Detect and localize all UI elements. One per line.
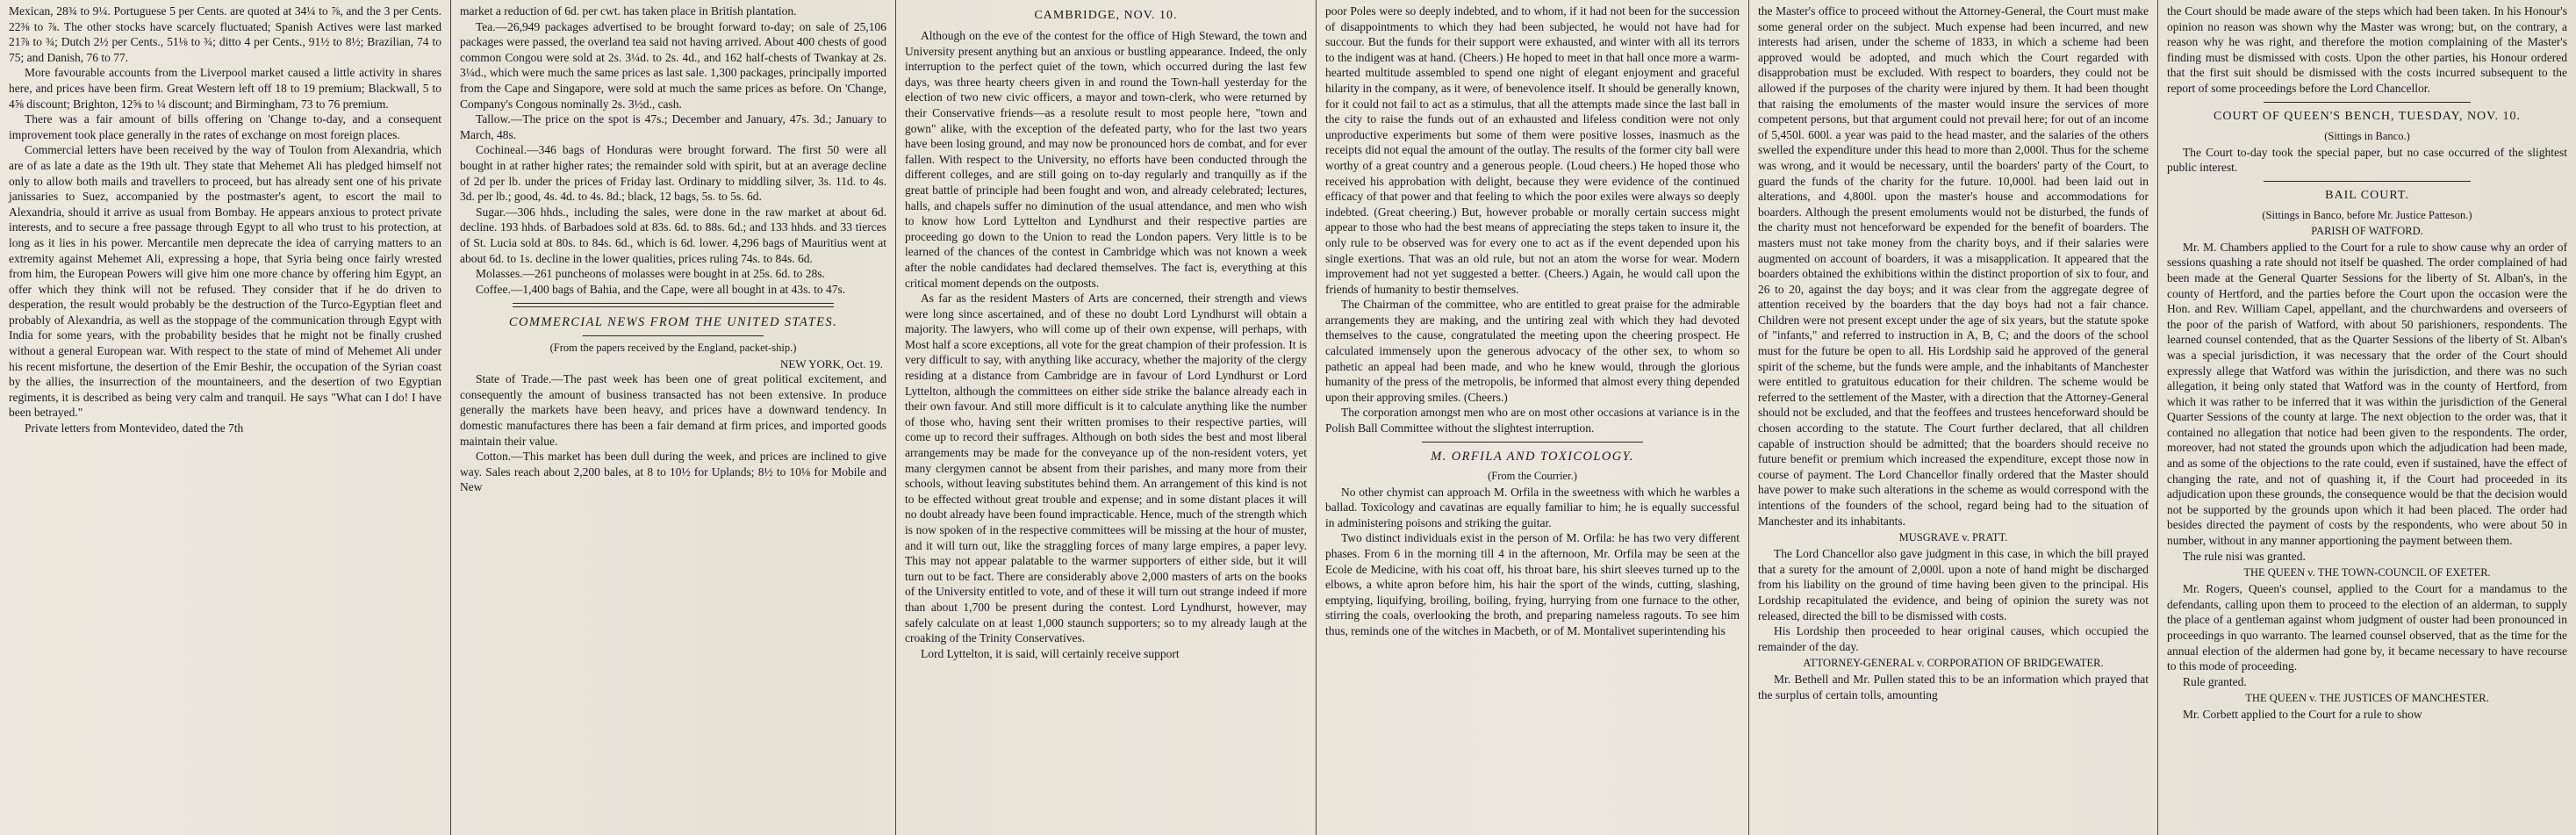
article-paragraph: the Master's office to proceed without the Attorney-General, the Court must make some general order on the subject. Much expense had been incurred, and new interests had arisen, under the scheme of 1833, in which a scheme had been approved would be adopted, and much which the Court regarded with disapprobation must be excluded. With respect to boarders, they could not be allowed if the purposes of the charity were injured by them. It had been thought that raising the emoluments of the master would insure the services of more competent persons, but that argument could not prevail here; for out of an income of 5,450l. 600l. a year was paid to the head master, and the salaries of the others swelled the expenditure under this head to more than 2,000l. Thus for the scheme was wrong, and it would be necessary, until the boarders' party of the Court, to guard the funds of the charity for the future. 10,000l. had been laid out in alterations, and 4,800l. upon the master's house and accommodations for boarders. Although the present emoluments would not be disturbed, the funds of the charity must not henceforward be expended for the benefit of boarders. The masters must not take money from the charity boys, and if their salaries were augmented on account of boarders, it was a misapplication. It appeared that the boarders obtained the exhibitions within the distinct proportion of six to four, and 26 to 20, against the day boys; and it was clear from the aggregate degree of attention received by the boarders that the day boys had not a fair chance. Children were not present except under the age of six years, but the statute spoke of "infants," and referred to instruction in A, B, C; and the doors of the school must for the future be open to all. His Lordship said he approved of the general spirit of the scheme, but the funds were ample, and the inhabitants of Manchester were entitled to gratuitous education for their children. The scheme would be referred to the settlement of the Master, with a direction that the Attorney-General should not be excluded, and that the feoffees and trustees henceforward should be chosen according to the statute. The Court further declared, that all children capable of instruction should be admitted; that the boarders should receive no future benefit or premium which increased the expenditure, except those now in course of payment. The Lord Chancellor finally ordered that the Master should have power to make such alterations in the scheme as would correspond with the intentions of the founders of the school, regard being had to the situation of Manchester and its inhabitants.: [1758, 4, 2149, 528]
article-paragraph: The corporation amongst men who are on most other occasions at variance is in the Polish Ball Committee without the slightest interruption.: [1325, 406, 1740, 435]
article-paragraph: Although on the eve of the contest for the office of High Steward, the town and University present anything but an anxious or bustling appearance. Indeed, the only interruption to the perfect quiet of the town, which occurred during the last few days, was three hearty cheers given in and round the Town-hall yesterday for the election of two new civic officers, a mayor and town-clerk, who were returned by their Conservative friends—as a resolute result to most people here, "town and gown" alike, with the exception of the defeated party, who for the last two years have been losing ground, and may now be pronounced hors de combat, and for ever fallen. With respect to the University, no efforts have been conducted through the different colleges, and are still going on to-day regularly and tranquilly as if the great battle of principle had been fought and won, and already celebrated; lectures, halls, and chapels suffer no diminution of the usual attendance, and men who wish to know how Lord Lyttelton and Lyndhurst and their respective parties are proceeding go down to the Union to read the London papers. Very little is to be learned of the chances of the contest in Cambridge which was not known a week after the noble candidates had declared themselves. The fact is, everything at this critical moment depends on the outposts.: [905, 29, 1307, 290]
subheading: (From the papers received by the England, packet-ship.): [549, 342, 797, 355]
article-paragraph: The Court to-day took the special paper, but no case occurred of the slightest public interest.: [2167, 145, 2567, 175]
article-paragraph: Commercial letters have been received by the way of Toulon from Alexandria, which are of as late a date as the 19th ult. They state that Mehemet Ali has pledged himself not only to allow both mails and travellers to proceed, but has already sent one of his private janissaries to Suez, accompanied by the postmaster's agent, to escort the mail to Alexandria, should it arrive as usual from Bombay. He appears anxious to protect private interests, and to secure a free passage through Egypt to all who trust to his protection, at long as it lies in his power. Mercantile men deprecate the idea of carrying matters to an extremity against Mehemet Ali, expressing a hope, that Syria being once fairly wrested from him, the European Powers will give him one more chance by offering him Egypt, an offer which they think will not be refused. They consider that if he do driven to desperation, the result would probably be the destruction of the Turco-Egyptian fleet and probably of Alexandria, as well as the stoppage of the communication through Egypt with India for some years, with the probability besides that he might not be finally crushed without a general European war. With respect to the state of mind of Mehemet Ali under his recent misfortune, the desertion of the Emir Beshir, the occupation of the Syrian coast by the allies, the insurrection of the mountaineers, and the desertion of two Egyptian regiments, it is described as being very calm and tranquil. He says "What can I do! I have been betrayed.": [9, 143, 441, 420]
section-heading: CAMBRIDGE, NOV. 10.: [1034, 9, 1178, 22]
article-paragraph: Private letters from Montevideo, dated the 7th: [25, 421, 244, 435]
double-rule-divider: [513, 303, 834, 307]
short-rule-divider: [583, 335, 764, 336]
article-paragraph: Two distinct individuals exist in the person of M. Orfila: he has two very different phases. From 6 in the morning till 4 in the afternoon, Mr. Orfila may be seen at the Ecole de Medicine, with his coat off, his throat bare, his shirt sleeves turned up to the elbows, a white apron before him, his hair the sport of the winds, cutting, slashing, emptying, liquifying, broiling, boiling, frying, hurrying from one furnace to the other, stirring the coals, overlooking the broth, and preparing nameless ragouts. To see him thus, reminds one of the witches in Macbeth, or of M. Montalivet superintending his: [1325, 531, 1740, 637]
column-5: [1749, 0, 2157, 835]
article-paragraph: Cochineal.—346 bags of Honduras were brought forward. The first 50 were all bought in at rather higher rates; the remainder sold with spirit, but at an average decline of 2d per lb. under the prices of Friday last. Ordinary to middling silver, 3s. 11d. to 4s. 3d. per lb.; good, 4s. 4d. to 4s. 8d.; black, 12 bags, 5s. to 5s. 6d.: [460, 143, 886, 204]
subheading: (Sittings in Banco, before Mr. Justice Patteson.): [2262, 208, 2472, 221]
article-paragraph: Cotton.—This market has been dull during the week, and prices are inclined to give way. Sales reach about 2,200 bales, at 8 to 10½ for Uplands; 8½ to 10⅛ for Mobile and New: [460, 450, 886, 494]
rule-divider: [2264, 181, 2471, 182]
article-paragraph: Molasses.—261 puncheons of molasses were bought in at 25s. 6d. to 28s.: [476, 267, 825, 281]
column-1: [0, 0, 450, 835]
subheading: THE QUEEN v. THE JUSTICES OF MANCHESTER.: [2245, 692, 2489, 705]
article-paragraph: The Lord Chancellor also gave judgment in this case, in which the bill prayed that a surety for the amount of 2,000l. upon a note of hand might be discharged from his liability on the ground of time having been given to the principal. His Lordship recapitulated the evidence, and being of opinion the surety was not released, directed the bill to be dismissed with costs.: [1758, 547, 2149, 623]
article-paragraph: The rule nisi was granted.: [2183, 549, 2306, 563]
article-paragraph: Mr. M. Chambers applied to the Court for a rule to show cause why an order of sessions quashing a rate should not itself be quashed. The order complained of had been made at the General Quarter Sessions for the liberty of St. Alban's, in the county of Hertford, and the parties before the Court upon the occasion were the Hon. and Rev. William Capel, appellant, and the churchwardens and overseers of the poor of the parish of Watford, with about 50 parishioners, respondents. The learned counsel contended, that as the Quarter Sessions of the liberty of St. Alban's was a special jurisdiction, it was necessary that the order of the Court should expressly allege that Watford was within the jurisdiction, and there was no such allegation, it being only stated that Watford was in the county of Hertford, from which it was rather to be inferred that it was within the jurisdiction of the General Quarter Sessions of the county at large. The next objection to the order was, that it contained no allegation that notice had been given to the respondents. The order, moreover, had not stated the grounds upon which the adjudication had been made, and as some of the objections to the rate could, even if sustained, have the effect of changing the rate, and not of quashing it, if the Court had proceeded in its adjudication upon these grounds, the consequence would be that the decision would not be supported by the grounds upon which it had been placed. The order had besides directed the payment of costs by the respondents, who were about 50 in number, without in any manner apportioning the payment between them.: [2167, 240, 2567, 548]
rule-divider: [2264, 102, 2471, 103]
subheading: (Sittings in Banco.): [2324, 129, 2410, 142]
article-paragraph: Mr. Rogers, Queen's counsel, applied to the Court for a mandamus to the defendants, calling upon them to proceed to the election of an alderman, to supply the place of a gentleman against whom judgment of ouster had been pronounced in proceedings in quo warranto. The learned counsel observed, that as the time for the annual election of the aldermen had gone by, it became necessary to have recourse to this mode of proceeding.: [2167, 582, 2567, 673]
article-paragraph: There was a fair amount of bills offering on 'Change to-day, and a consequent improvement took place generally in the rates of exchange on most foreign places.: [9, 112, 441, 141]
section-heading: COMMERCIAL NEWS FROM THE UNITED STATES.: [508, 315, 838, 330]
article-paragraph: Rule granted.: [2183, 674, 2247, 688]
subheading: PARISH OF WATFORD.: [2311, 224, 2423, 237]
article-paragraph: market a reduction of 6d. per cwt. has taken place in British plantation.: [460, 4, 797, 18]
article-paragraph: His Lordship then proceeded to hear original causes, which occupied the remainder of the day.: [1758, 624, 2149, 653]
section-heading: M. ORFILA AND TOXICOLOGY.: [1431, 449, 1634, 464]
article-paragraph: More favourable accounts from the Liverpool market caused a little activity in shares here, and prices have been firm. Great Western left off 18 to 19 premium; Blackwall, 5 to 4⅝ discount; Brighton, 12⅝ to ¼ discount; and Birmingham, 73 to 76 premium.: [9, 66, 441, 111]
article-paragraph: The Chairman of the committee, who are entitled to great praise for the admirable arrangements they are making, and the untiring zeal with which they had devoted themselves to the cause, congratulated the meeting upon the cheering prospect. He calculated immensely upon the generous advocacy of the other sex, to whom so pathetic an appeal had been made, and who he knew would, through the glorious humanity of the press of the metropolis, be informed that almost every thing depended upon their approving smiles. (Cheers.): [1325, 298, 1740, 404]
article-paragraph: poor Poles were so deeply indebted, and to whom, if it had not been for the succession of disappointments to which they had been subjected, he would not have had for succour. But the funds for their support were exhausted, and winter with all its terrors to the indigent was at hand. (Cheers.) He hoped to meet in that hall once more a warm-hearted multitude assembled to spend one night of elegant enjoyment and graceful hilarity in the company, as it were, of benevolence itself. It should be generally known, for it could not fail to act as a stimulus, that all the attempts made since the last ball in the city to raise the funds out of an exhausted and lifeless condition were not only unproductive experiments but some of them were positive losses, inasmuch as the receipts did not equal the amount of the outlay. The results of the former city ball were worthy of a great country and a generous people. (Loud cheers.) He hoped those who received his approbation with delight, because they were evidence of the continued efficacy of that power and that feeling to which the poor exiles were always so deeply indebted. (Great cheering.) But, however probable or morally certain success might appear to those who had the best means of appreciating the steps taken to insure it, the only rule to be observed was for every one to act as if the event depended upon his single exertions. That was an old rule, but not an atom the worse for wear. Modern improvement had not yet suggested a better. (Cheers.) Again, he would call upon the friends of humanity to bestir themselves.: [1325, 4, 1740, 296]
section-heading: COURT OF QUEEN'S BENCH, TUESDAY, NOV. 10.: [2214, 109, 2521, 123]
article-paragraph: Tallow.—The price on the spot is 47s.; December and January, 47s. 3d.; January to March, 48s.: [460, 112, 886, 141]
article-paragraph: Tea.—26,949 packages advertised to be brought forward to-day; on sale of 25,106 packages were passed, the overland tea said not having arrived. About 400 chests of good common Congou were sold at 2s. 3¼d. to 2s. 4d., and 162 half-chests of Twankay at 2s. 3¼d., which were much the same prices as last sale. 1,300 packages, principally imported from the Cape and Singapore, were sold at much the same prices as before. On 'Change, Company's Congous nominally 2s. 3½d., cash.: [460, 19, 886, 111]
article-paragraph: As far as the resident Masters of Arts are concerned, their strength and views were long since ascertained, and of these no doubt Lord Lyndhurst will obtain a majority. The lawyers, who will come up of their own expense, will perhaps, with Most half a score exceptions, all vote for the great champion of their profession. It is very difficult to say, with anything like accuracy, whether the majority of the clergy residing at a distance from Cambridge are in favour of Lord Lyndhurst or Lord Lyttelton, although the committees on either side strike the balance already each in their own favour. And still more difficult is it to calculate anything like the number of those who, having sent their written promises to their respective parties, will come up to record their suffrages. Although on both sides the best and most liberal arrangements may be made for the conveyance up of the non-resident voters, yet many clergymen cannot be absent from their parishes, and many more from their schools, without leaving substitutes behind them. An arrangement of this kind is not to be effected without great trouble and expense; and in some distant places it will no doubt already have been found impracticable. Hence, much of the strength which is now spoken of in the respective committees will be missing at the hour of muster, and it will turn out, like the straggling forces of many large empires, a paper levy. This may not appear palatable to the warmer supporters of either side, but it will turn out to be fact. There are considerably above 2,000 masters of arts on the books of the University entitled to vote, and of these it will turn out strange indeed if more than about 1,700 be present during the contest. Lord Lyndhurst, however, may safely calculate on at least 1,000 staunch supporters; so to my already laugh at the croaking of the Trinity Conservatives.: [905, 292, 1307, 645]
article-paragraph: the Court should be made aware of the steps which had been taken. In his Honour's opinion no reason was shown why the Master was wrong; but, on the contrary, a reason why he was right, and therefore the motion complaining of the Master's finding must be dismissed with costs. Upon the other parties, his Honour ordered that the first suit should be dismissed with the costs incurred subsequent to the report of some proceedings before the Lord Chancellor.: [2167, 4, 2567, 95]
subheading: ATTORNEY-GENERAL v. CORPORATION OF BRIDGEWATER.: [1803, 657, 2104, 670]
subheading: MUSGRAVE v. PRATT.: [1898, 531, 2008, 544]
article-paragraph: Mr. Corbett applied to the Court for a rule to show: [2183, 708, 2422, 722]
article-paragraph: Mr. Bethell and Mr. Pullen stated this to be an information which prayed that the surplus of certain tolls, amounting: [1758, 673, 2149, 702]
column-3: [896, 0, 1316, 835]
dateline: NEW YORK, Oct. 19.: [780, 357, 883, 371]
article-paragraph: No other chymist can approach M. Orfila in the sweetness with which he warbles a ballad. Toxicology and cavatinas are equally familiar to him; he is equally successful in administering poisons and striking the guitar.: [1325, 485, 1740, 529]
column-6: [2158, 0, 2576, 835]
column-4: [1317, 0, 1748, 835]
article-paragraph: Lord Lyttelton, it is said, will certainly receive support: [921, 646, 1180, 660]
article-paragraph: Coffee.—1,400 bags of Bahia, and the Cape, were all bought in at 43s. to 47s.: [476, 282, 846, 296]
subheading: THE QUEEN v. THE TOWN-COUNCIL OF EXETER.: [2243, 566, 2491, 579]
article-paragraph: State of Trade.—The past week has been one of great political excitement, and consequently the amount of business transacted has not been extensive. In produce generally the markets have been heavy, and prices have a downward tendency. In domestic manufactures there has been a fair demand at firm prices, and imported goods maintain their value.: [460, 372, 886, 448]
subheading: (From the Courrier.): [1488, 469, 1577, 482]
section-heading: BAIL COURT.: [2325, 188, 2409, 202]
article-paragraph: Mexican, 28¾ to 9¼. Portuguese 5 per Cents. are quoted at 34¼ to ⅞, and the 3 per Cents. 22⅜ to ⅞. The other stocks have scarcely fluctuated; Spanish Actives were last marked 21⅞ to ¾; Dutch 2½ per Cents., 51⅛ to ¾; ditto 4 per Cents., 91½ to 8½; Brazilian, 74 to 75; and Danish, 76 to 77.: [9, 4, 441, 64]
rule-divider: [1422, 442, 1643, 443]
article-paragraph: Sugar.—306 hhds., including the sales, were done in the raw market at about 6d. decline. 193 hhds. of Barbadoes sold at 83s. 6d. to 88s. 6d.; and 133 hhds. and 33 tierces of St. Lucia sold at 80s. to 84s. 6d., which is 6d. lower. 4,296 bags of Mauritius went at about 6d. to 1s. decline in the lower qualities, prices ruling 74s. to 84s. 6d.: [460, 205, 886, 265]
column-2: [451, 0, 895, 835]
